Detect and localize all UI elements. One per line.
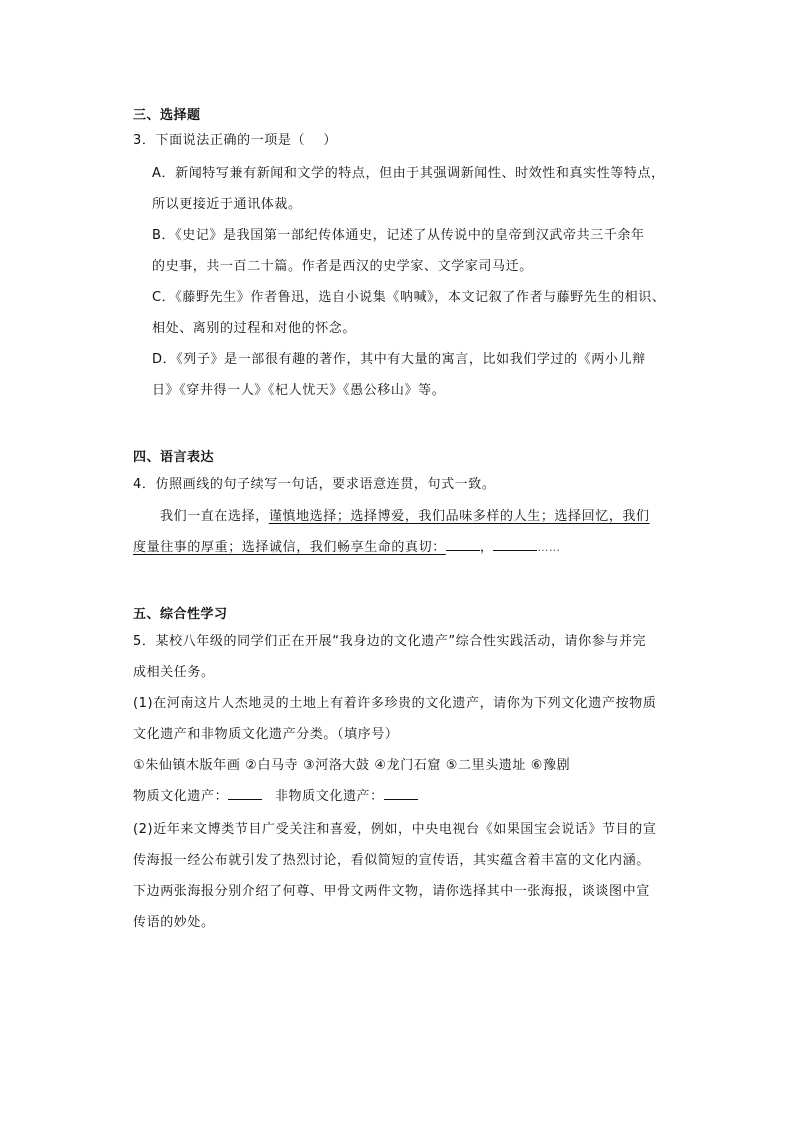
section-3-title: 三、选择题 <box>133 108 201 123</box>
passage-plain-text: 我们一直在选择， <box>160 509 269 524</box>
option-b-line-1: B．《史记》是我国第一部纪传体通史，记述了从传说中的皇帝到汉武帝共三千余年 <box>152 228 645 243</box>
answer-blank-2[interactable] <box>493 538 537 551</box>
option-d-line-1: D．《列子》是一部很有趣的著作，其中有大量的寓言，比如我们学过的《两小儿辩 <box>152 352 646 367</box>
section-4-title: 四、语言表达 <box>133 450 215 465</box>
part-2-line-3: 下边两张海报分别介绍了何尊、甲骨文两件文物，请你选择其中一张海报，谈谈图中宣 <box>133 884 650 899</box>
material-heritage-blank[interactable] <box>228 787 262 800</box>
answer-blank-1[interactable] <box>446 538 480 551</box>
section-5-title: 五、综合性学习 <box>133 607 228 622</box>
option-a-line-1: A．新闻特写兼有新闻和文学的特点，但由于其强调新闻性、时效性和真实性等特点， <box>152 166 665 181</box>
question-5-stem-line-2: 成相关任务。 <box>133 665 215 680</box>
material-heritage-label: 物质文化遗产： <box>133 789 229 804</box>
nonmaterial-heritage-label: 非物质文化遗产： <box>274 789 384 804</box>
blank-separator: ， <box>479 540 494 555</box>
question-5-stem-line-1: 5．某校八年级的同学们正在开展“我身边的文化遗产”综合性实践活动，请你参与并完 <box>133 634 647 649</box>
option-d-line-2: 日》《穿井得一人》《杞人忧天》《愚公移山》等。 <box>152 383 446 398</box>
passage-underlined-text: 谨慎地选择；选择博爱，我们品味多样的人生；选择回忆，我们 <box>268 509 650 524</box>
option-a-line-2: 所以更接近于通讯体裁。 <box>152 197 302 212</box>
option-c-line-1: C．《藤野先生》作者鲁迅，选自小说集《呐喊》，本文记叙了作者与藤野先生的相识、 <box>152 290 666 305</box>
question-3-stem: 3．下面说法正确的一项是（ ） <box>133 133 338 148</box>
question-4-stem: 4．仿照画线的句子续写一句话，要求语意连贯，句式一致。 <box>133 477 496 492</box>
passage-underlined-text-2: 度量往事的厚重；选择诚信，我们畅享生命的真切： <box>133 540 446 555</box>
nonmaterial-heritage-blank[interactable] <box>384 787 418 800</box>
question-4-passage-line-1 <box>160 505 650 524</box>
heritage-items-list: ①朱仙镇木版年画 ②白马寺 ③河洛大鼓 ④龙门石窟 ⑤二里头遗址 ⑥豫剧 <box>133 758 571 773</box>
ellipsis: …… <box>537 541 561 554</box>
option-c-line-2: 相处、离别的过程和对他的怀念。 <box>152 321 357 336</box>
part-1-line-1: (1)在河南这片人杰地灵的土地上有着许多珍贵的文化遗产，请你为下列文化遗产按物质 <box>133 696 657 711</box>
classification-answer-line <box>133 785 418 804</box>
part-2-line-1: (2)近年来文博类节目广受关注和喜爱，例如，中央电视台《如果国宝会说话》节目的宣 <box>133 822 657 837</box>
part-2-line-2: 传海报一经公布就引发了热烈讨论，看似简短的宣传语，其实蕴含着丰富的文化内涵。 <box>133 853 650 868</box>
part-1-line-2: 文化遗产和非物质文化遗产分类。（填序号） <box>133 727 399 742</box>
option-b-line-2: 的史事，共一百二十篇。作者是西汉的史学家、文学家司马迁。 <box>152 259 533 274</box>
question-4-passage-line-2 <box>133 536 561 555</box>
part-2-line-4: 传语的妙处。 <box>133 915 215 930</box>
